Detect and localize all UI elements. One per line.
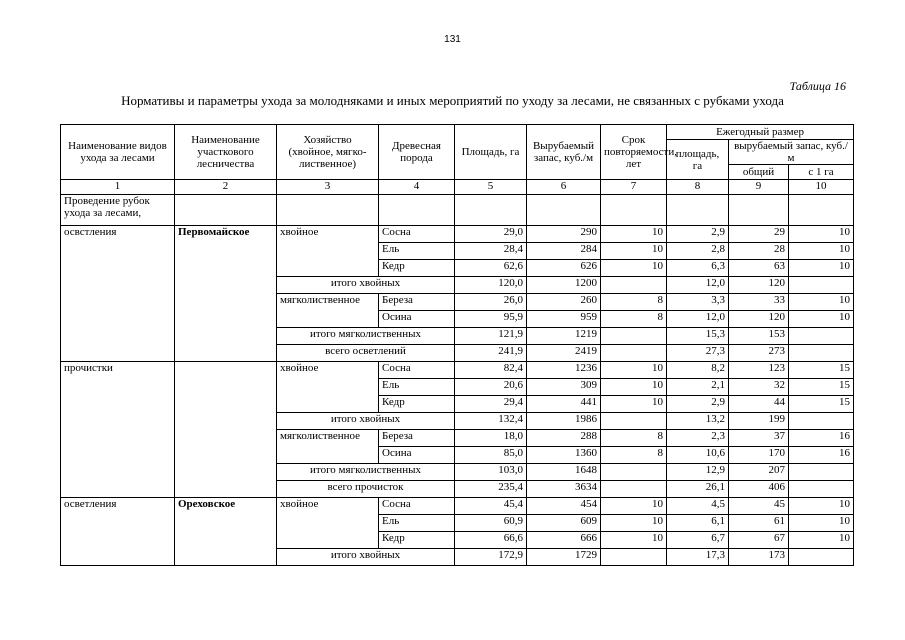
annual-total-cell: 170 <box>729 447 789 464</box>
total-label: всего прочисток <box>277 481 455 498</box>
annual-area-cell: 2,8 <box>667 243 729 260</box>
species-cell: Береза <box>379 294 455 311</box>
empty-cell <box>601 195 667 226</box>
column-number: 9 <box>729 180 789 195</box>
area-cell: 241,9 <box>455 345 527 362</box>
area-cell: 62,6 <box>455 260 527 277</box>
annual-area-cell: 10,6 <box>667 447 729 464</box>
per-ha-cell: 10 <box>789 532 854 549</box>
area-cell: 45,4 <box>455 498 527 515</box>
table-row <box>61 226 854 243</box>
header-economy: Хозяйство (хвойное, мягко-лиственное) <box>277 125 379 180</box>
per-ha-cell <box>789 413 854 430</box>
document-title: Нормативы и параметры ухода за молодняками и иных мероприятий по уходу за лесами, не связанных с рубками ухода <box>121 93 784 108</box>
stock-cell: 959 <box>527 311 601 328</box>
forestry-cell <box>175 362 277 498</box>
header-species: Древесная порода <box>379 125 455 180</box>
period-cell: 10 <box>601 498 667 515</box>
section-title-row <box>61 195 854 226</box>
table-row <box>61 498 854 515</box>
annual-area-cell: 3,3 <box>667 294 729 311</box>
stock-cell: 2419 <box>527 345 601 362</box>
area-cell: 120,0 <box>455 277 527 294</box>
header-annual-area: площадь, га <box>667 140 729 180</box>
per-ha-cell <box>789 481 854 498</box>
annual-total-cell: 153 <box>729 328 789 345</box>
annual-total-cell: 199 <box>729 413 789 430</box>
area-cell: 85,0 <box>455 447 527 464</box>
per-ha-cell: 10 <box>789 294 854 311</box>
period-cell <box>601 413 667 430</box>
period-cell: 10 <box>601 226 667 243</box>
economy-cell: мягколиственное <box>277 430 379 464</box>
period-cell <box>601 345 667 362</box>
period-cell: 10 <box>601 243 667 260</box>
annual-total-cell: 123 <box>729 362 789 379</box>
period-cell <box>601 549 667 566</box>
table-label: Таблица 16 <box>789 79 846 93</box>
annual-total-cell: 37 <box>729 430 789 447</box>
species-cell: Береза <box>379 430 455 447</box>
annual-area-cell: 4,5 <box>667 498 729 515</box>
stock-cell: 454 <box>527 498 601 515</box>
header-annual: Ежегодный размер <box>667 125 854 140</box>
area-cell: 95,9 <box>455 311 527 328</box>
annual-area-cell: 2,9 <box>667 396 729 413</box>
column-number: 10 <box>789 180 854 195</box>
total-label: всего осветлений <box>277 345 455 362</box>
stock-cell: 1986 <box>527 413 601 430</box>
header-per-ha: с 1 га <box>789 165 854 180</box>
stock-cell: 1729 <box>527 549 601 566</box>
period-cell: 8 <box>601 430 667 447</box>
empty-cell <box>527 195 601 226</box>
stock-cell: 284 <box>527 243 601 260</box>
annual-area-cell: 6,1 <box>667 515 729 532</box>
area-cell: 29,4 <box>455 396 527 413</box>
period-cell: 8 <box>601 447 667 464</box>
stock-cell: 309 <box>527 379 601 396</box>
period-cell: 10 <box>601 396 667 413</box>
page-number: 131 <box>444 34 461 45</box>
stock-cell: 441 <box>527 396 601 413</box>
forestry-cell: Ореховское <box>175 498 277 566</box>
per-ha-cell <box>789 464 854 481</box>
annual-total-cell: 33 <box>729 294 789 311</box>
total-label: итого хвойных <box>277 277 455 294</box>
period-cell: 10 <box>601 362 667 379</box>
total-label: итого хвойных <box>277 413 455 430</box>
per-ha-cell: 10 <box>789 243 854 260</box>
area-cell: 29,0 <box>455 226 527 243</box>
period-cell <box>601 464 667 481</box>
header-annual-cut-stock: вырубаемый запас, куб./м <box>729 140 854 165</box>
per-ha-cell: 16 <box>789 430 854 447</box>
header-period: Срок повторяемости, лет <box>601 125 667 180</box>
period-cell: 10 <box>601 379 667 396</box>
section-title: Проведение рубок ухода за лесами, <box>61 195 175 226</box>
column-number: 2 <box>175 180 277 195</box>
per-ha-cell: 15 <box>789 362 854 379</box>
total-label: итого мягколиственных <box>277 328 455 345</box>
per-ha-cell: 10 <box>789 515 854 532</box>
per-ha-cell <box>789 549 854 566</box>
annual-area-cell: 27,3 <box>667 345 729 362</box>
empty-cell <box>277 195 379 226</box>
stock-cell: 1648 <box>527 464 601 481</box>
area-cell: 20,6 <box>455 379 527 396</box>
economy-cell: хвойное <box>277 226 379 277</box>
annual-area-cell: 12,0 <box>667 277 729 294</box>
species-cell: Сосна <box>379 498 455 515</box>
period-cell <box>601 277 667 294</box>
stock-cell: 290 <box>527 226 601 243</box>
per-ha-cell <box>789 328 854 345</box>
area-cell: 18,0 <box>455 430 527 447</box>
stock-cell: 1236 <box>527 362 601 379</box>
per-ha-cell: 15 <box>789 379 854 396</box>
period-cell: 10 <box>601 260 667 277</box>
care-type-cell: освстления <box>61 226 175 362</box>
period-cell: 10 <box>601 515 667 532</box>
empty-cell <box>175 195 277 226</box>
period-cell: 8 <box>601 294 667 311</box>
species-cell: Кедр <box>379 396 455 413</box>
area-cell: 172,9 <box>455 549 527 566</box>
annual-total-cell: 173 <box>729 549 789 566</box>
period-cell <box>601 481 667 498</box>
annual-total-cell: 120 <box>729 311 789 328</box>
per-ha-cell: 10 <box>789 311 854 328</box>
species-cell: Осина <box>379 311 455 328</box>
care-type-cell: осветления <box>61 498 175 566</box>
per-ha-cell <box>789 345 854 362</box>
annual-area-cell: 26,1 <box>667 481 729 498</box>
species-cell: Кедр <box>379 532 455 549</box>
annual-area-cell: 6,3 <box>667 260 729 277</box>
header-forestry: Наименование участкового лесничества <box>175 125 277 180</box>
stock-cell: 288 <box>527 430 601 447</box>
area-cell: 235,4 <box>455 481 527 498</box>
column-number: 7 <box>601 180 667 195</box>
column-number: 4 <box>379 180 455 195</box>
per-ha-cell: 10 <box>789 226 854 243</box>
annual-area-cell: 12,9 <box>667 464 729 481</box>
area-cell: 28,4 <box>455 243 527 260</box>
table-row <box>61 362 854 379</box>
header-annual-total: общий <box>729 165 789 180</box>
species-cell: Ель <box>379 379 455 396</box>
header-care-type: Наименование видов ухода за лесами <box>61 125 175 180</box>
stock-cell: 626 <box>527 260 601 277</box>
annual-area-cell: 6,7 <box>667 532 729 549</box>
total-label: итого хвойных <box>277 549 455 566</box>
annual-area-cell: 13,2 <box>667 413 729 430</box>
per-ha-cell <box>789 277 854 294</box>
empty-cell <box>667 195 729 226</box>
care-type-cell: прочистки <box>61 362 175 498</box>
annual-total-cell: 406 <box>729 481 789 498</box>
norms-table <box>60 124 854 566</box>
annual-area-cell: 15,3 <box>667 328 729 345</box>
annual-total-cell: 63 <box>729 260 789 277</box>
stock-cell: 1219 <box>527 328 601 345</box>
per-ha-cell: 15 <box>789 396 854 413</box>
annual-total-cell: 207 <box>729 464 789 481</box>
annual-area-cell: 8,2 <box>667 362 729 379</box>
annual-total-cell: 273 <box>729 345 789 362</box>
species-cell: Сосна <box>379 226 455 243</box>
stock-cell: 1200 <box>527 277 601 294</box>
header-cut-stock: Вырубаемый запас, куб./м <box>527 125 601 180</box>
stock-cell: 666 <box>527 532 601 549</box>
area-cell: 26,0 <box>455 294 527 311</box>
header-area: Площадь, га <box>455 125 527 180</box>
annual-area-cell: 17,3 <box>667 549 729 566</box>
column-number: 6 <box>527 180 601 195</box>
area-cell: 121,9 <box>455 328 527 345</box>
annual-area-cell: 2,1 <box>667 379 729 396</box>
area-cell: 103,0 <box>455 464 527 481</box>
area-cell: 66,6 <box>455 532 527 549</box>
annual-total-cell: 120 <box>729 277 789 294</box>
annual-total-cell: 44 <box>729 396 789 413</box>
empty-cell <box>729 195 789 226</box>
economy-cell: хвойное <box>277 362 379 413</box>
annual-total-cell: 67 <box>729 532 789 549</box>
total-label: итого мягколиственных <box>277 464 455 481</box>
empty-cell <box>455 195 527 226</box>
forestry-cell: Первомайское <box>175 226 277 362</box>
area-cell: 60,9 <box>455 515 527 532</box>
column-number: 5 <box>455 180 527 195</box>
annual-total-cell: 29 <box>729 226 789 243</box>
per-ha-cell: 10 <box>789 260 854 277</box>
economy-cell: мягколиственное <box>277 294 379 328</box>
period-cell: 8 <box>601 311 667 328</box>
annual-area-cell: 2,9 <box>667 226 729 243</box>
species-cell: Кедр <box>379 260 455 277</box>
stock-cell: 3634 <box>527 481 601 498</box>
period-cell: 10 <box>601 532 667 549</box>
empty-cell <box>379 195 455 226</box>
per-ha-cell: 16 <box>789 447 854 464</box>
species-cell: Ель <box>379 515 455 532</box>
annual-area-cell: 2,3 <box>667 430 729 447</box>
stock-cell: 1360 <box>527 447 601 464</box>
per-ha-cell: 10 <box>789 498 854 515</box>
annual-total-cell: 32 <box>729 379 789 396</box>
area-cell: 132,4 <box>455 413 527 430</box>
species-cell: Сосна <box>379 362 455 379</box>
empty-cell <box>789 195 854 226</box>
economy-cell: хвойное <box>277 498 379 549</box>
stock-cell: 260 <box>527 294 601 311</box>
annual-total-cell: 61 <box>729 515 789 532</box>
species-cell: Ель <box>379 243 455 260</box>
column-number: 3 <box>277 180 379 195</box>
column-number: 1 <box>61 180 175 195</box>
period-cell <box>601 328 667 345</box>
stock-cell: 609 <box>527 515 601 532</box>
annual-total-cell: 45 <box>729 498 789 515</box>
annual-area-cell: 12,0 <box>667 311 729 328</box>
annual-total-cell: 28 <box>729 243 789 260</box>
column-number: 8 <box>667 180 729 195</box>
area-cell: 82,4 <box>455 362 527 379</box>
species-cell: Осина <box>379 447 455 464</box>
